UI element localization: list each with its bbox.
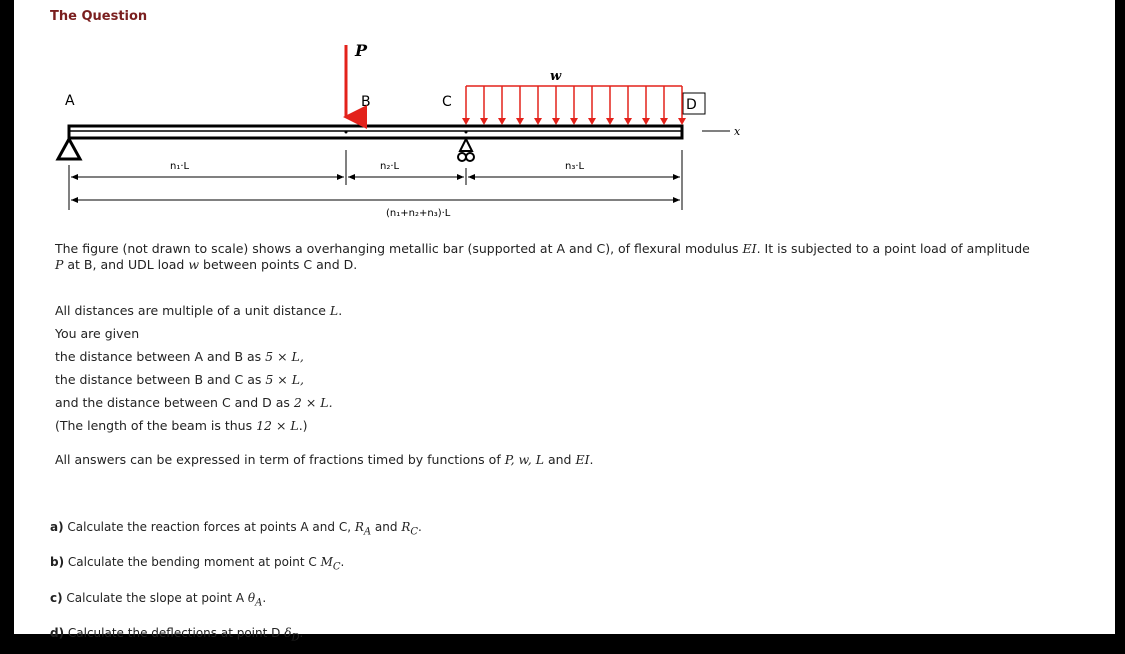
ei-symbol: EI: [742, 241, 757, 256]
given-text: You are given: [55, 326, 140, 341]
label-a: A: [65, 93, 75, 109]
dot: .: [338, 303, 343, 318]
length-end: .): [298, 418, 308, 433]
ab-text: the distance between A and B as: [55, 349, 266, 364]
answers-text: All answers can be expressed in term of fractions timed by functions of: [55, 452, 505, 467]
given-block: [55, 299, 342, 437]
question-d-label: d): [50, 626, 65, 641]
question-c-end: .: [262, 590, 267, 605]
cd-value: 2 × L.: [293, 395, 333, 410]
beam-figure: [14, 0, 1115, 230]
delta-sub: D: [291, 632, 300, 644]
theta-symbol: θ: [247, 590, 256, 605]
questions-list: [50, 512, 422, 654]
udl-load: [466, 86, 682, 120]
pin-support-a: [58, 139, 80, 159]
mc-symbol: M: [320, 555, 333, 570]
p-symbol: P: [55, 257, 64, 273]
question-b: [50, 547, 422, 582]
question-d: [50, 618, 422, 653]
question-d-text: Calculate the deflections at point D: [64, 626, 285, 641]
question-a-end: .: [418, 520, 422, 534]
length-value: 12 × L: [256, 418, 299, 433]
ra-symbol: R: [354, 520, 364, 534]
label-c: C: [442, 94, 452, 110]
question-a: [50, 512, 422, 547]
dim-total-label: (n₁+n₂+n₃)·L: [386, 208, 451, 219]
question-b-end: .: [340, 555, 345, 570]
question-a-label: a): [50, 520, 64, 534]
question-b-text: Calculate the bending moment at point C: [64, 555, 321, 570]
ab-value: 5 × L,: [265, 349, 304, 364]
intro-text-1: The figure (not drawn to scale) shows a overhanging metallic bar (supported at A and C), of flexural modulus: [55, 241, 743, 256]
answers-line: [55, 452, 594, 468]
page-title: The Question: [50, 9, 148, 24]
distance-text: All distances are multiple of a unit distance: [55, 303, 330, 318]
label-w: w: [550, 69, 562, 84]
question-c-text: Calculate the slope at point A: [62, 590, 248, 605]
intro-text-3: at B, and UDL load: [63, 257, 189, 273]
question-page: [14, 0, 1115, 644]
answers-and: and: [544, 452, 576, 467]
delta-symbol: δ: [284, 626, 292, 641]
length-text: (The length of the beam is thus: [55, 418, 257, 433]
rc-sub: C: [410, 526, 419, 538]
dim-n3-label: n₃·L: [565, 161, 585, 172]
answers-ei: EI: [575, 452, 590, 467]
bc-value: 5 × L,: [265, 372, 304, 387]
w-symbol: w: [188, 257, 200, 273]
question-d-end: .: [299, 626, 304, 641]
intro-paragraph: [55, 241, 1095, 274]
bc-text: the distance between B and C as: [55, 372, 266, 387]
question-a-and: and: [371, 520, 402, 534]
question-c: [50, 583, 422, 618]
answers-vars: P, w, L: [504, 452, 544, 467]
ra-sub: A: [363, 526, 372, 538]
label-b: B: [361, 94, 371, 110]
x-axis-label: x: [734, 125, 741, 138]
dim-n2-label: n₂·L: [380, 161, 400, 172]
answers-end: .: [589, 452, 594, 467]
question-c-label: c): [50, 590, 63, 605]
rc-symbol: R: [401, 520, 411, 534]
label-d: D: [686, 97, 697, 113]
mc-sub: C: [332, 561, 341, 573]
label-p: P: [355, 41, 368, 60]
question-b-label: b): [50, 555, 65, 570]
dim-n1-label: n₁·L: [170, 161, 190, 172]
theta-sub: A: [255, 597, 263, 609]
intro-text-4: between points C and D.: [199, 257, 358, 273]
l-symbol: L: [329, 303, 339, 318]
intro-text-2: . It is subjected to a point load of amplitude: [756, 241, 1030, 256]
cd-text: and the distance between C and D as: [55, 395, 294, 410]
beam: [69, 126, 682, 138]
question-a-text: Calculate the reaction forces at points A and C,: [63, 520, 355, 534]
roller-support-c: [458, 139, 474, 161]
